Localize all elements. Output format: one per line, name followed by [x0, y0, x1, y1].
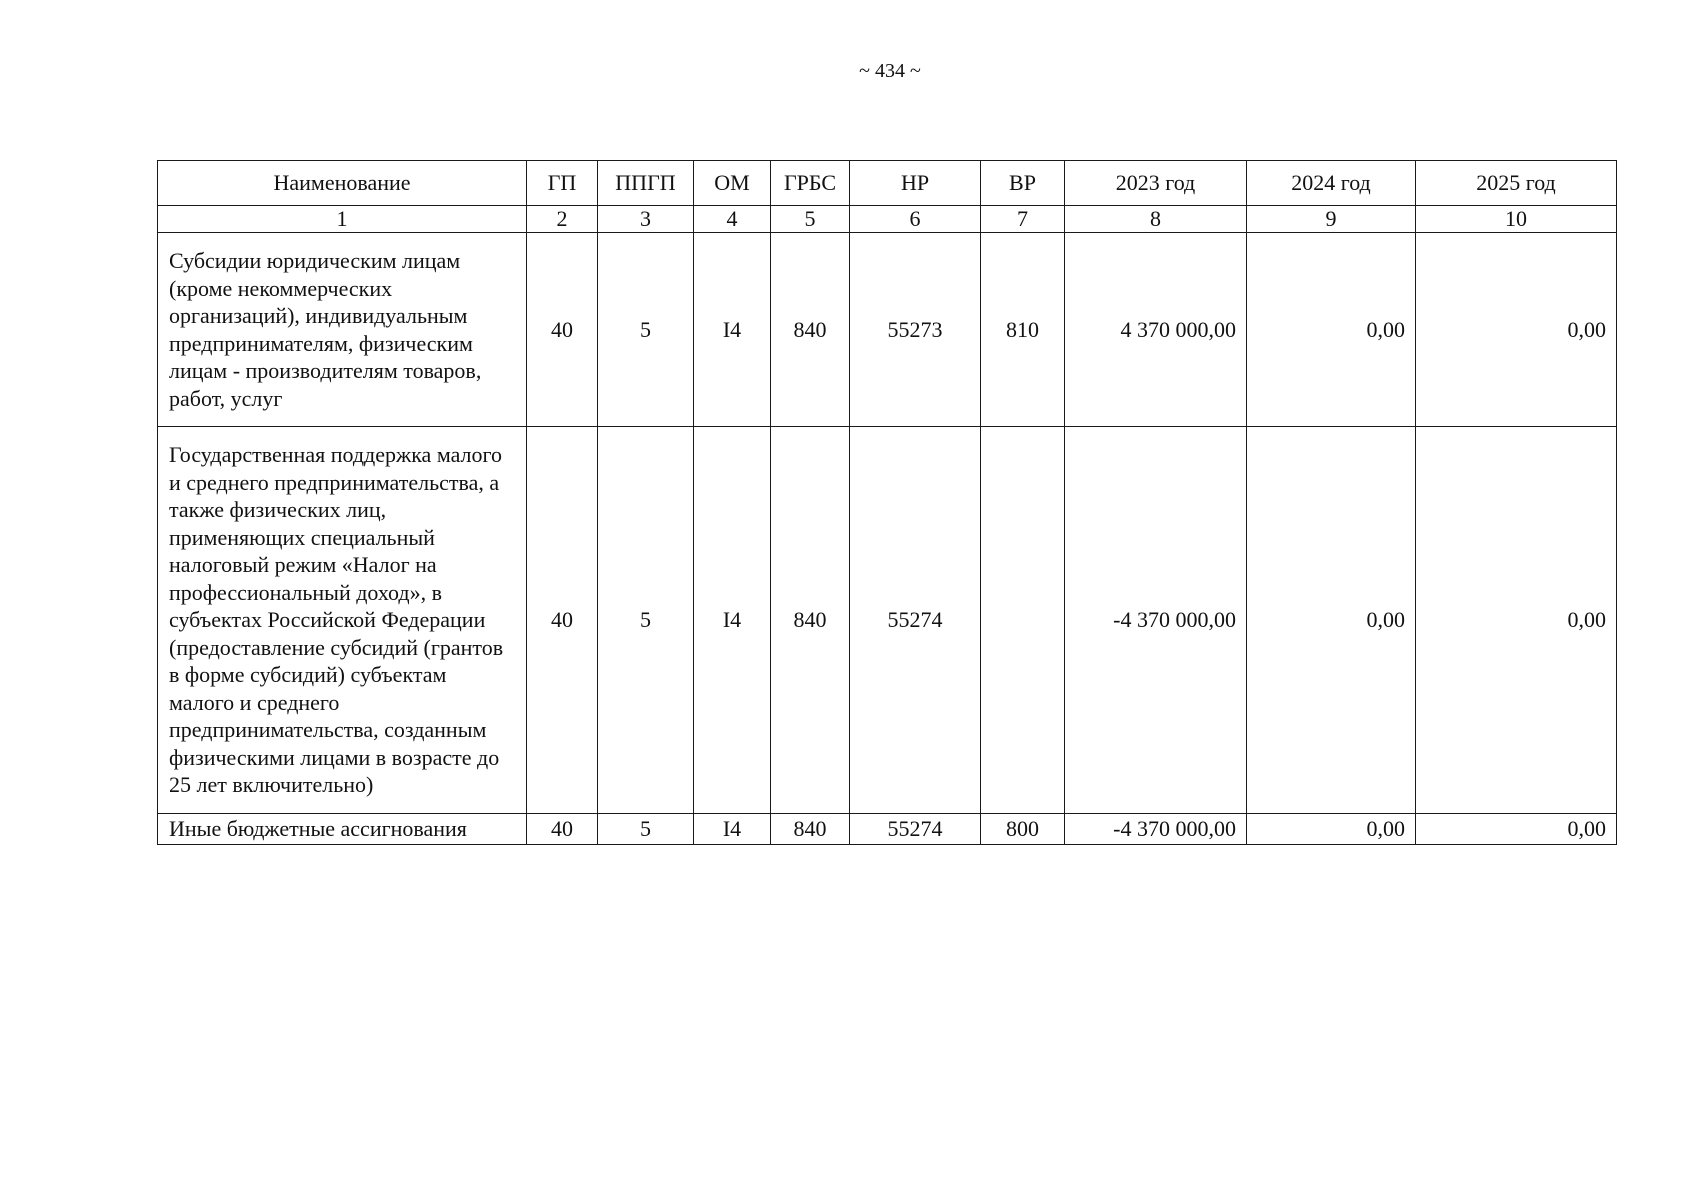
- column-number: 1: [158, 206, 527, 233]
- column-number: 10: [1416, 206, 1617, 233]
- table-row: [158, 427, 1617, 814]
- cell-nr: 55273: [850, 233, 981, 427]
- cell-om: I4: [694, 233, 771, 427]
- column-numbering-row: [158, 206, 1617, 233]
- column-number: 3: [598, 206, 694, 233]
- cell-2025: 0,00: [1416, 427, 1617, 814]
- table-row: [158, 233, 1617, 427]
- cell-grbs: 840: [771, 233, 850, 427]
- header-2025: 2025 год: [1416, 161, 1617, 206]
- cell-2023: 4 370 000,00: [1065, 233, 1247, 427]
- cell-2024: 0,00: [1247, 427, 1416, 814]
- column-number: 2: [527, 206, 598, 233]
- row-name: Иные бюджетные ассигнования: [158, 813, 527, 844]
- cell-grbs: 840: [771, 427, 850, 814]
- cell-gp: 40: [527, 233, 598, 427]
- header-gp: ГП: [527, 161, 598, 206]
- header-vr: ВР: [981, 161, 1065, 206]
- row-name: Субсидии юридическим лицам (кроме некоммерческих организаций), индивидуальным предпринимателям, физическим лицам - производителям товаров, работ, услуг: [158, 233, 527, 427]
- column-number: 5: [771, 206, 850, 233]
- cell-vr: [981, 427, 1065, 814]
- column-number: 4: [694, 206, 771, 233]
- cell-vr: 810: [981, 233, 1065, 427]
- cell-2025: 0,00: [1416, 813, 1617, 844]
- cell-ppgp: 5: [598, 427, 694, 814]
- cell-2023: -4 370 000,00: [1065, 427, 1247, 814]
- header-om: ОМ: [694, 161, 771, 206]
- cell-2024: 0,00: [1247, 233, 1416, 427]
- column-number: 6: [850, 206, 981, 233]
- header-grbs: ГРБС: [771, 161, 850, 206]
- header-row: [158, 161, 1617, 206]
- table-row: [158, 813, 1617, 844]
- cell-nr: 55274: [850, 813, 981, 844]
- cell-om: I4: [694, 427, 771, 814]
- column-number: 7: [981, 206, 1065, 233]
- cell-2024: 0,00: [1247, 813, 1416, 844]
- header-nr: НР: [850, 161, 981, 206]
- budget-table: [157, 160, 1617, 845]
- cell-grbs: 840: [771, 813, 850, 844]
- row-name: Государственная поддержка малого и среднего предпринимательства, а также физических лиц, применяющих специальный налоговый режим «Налог на профессиональный доход», в субъектах Российской Федерации (предоставление субсидий (грантов в форме субсидий) субъектам малого и среднего предпринимательства, созданным физическими лицами в возрасте до 25 лет включительно): [158, 427, 527, 814]
- cell-2023: -4 370 000,00: [1065, 813, 1247, 844]
- cell-vr: 800: [981, 813, 1065, 844]
- budget-table-container: [157, 160, 1616, 845]
- header-2023: 2023 год: [1065, 161, 1247, 206]
- cell-gp: 40: [527, 427, 598, 814]
- cell-gp: 40: [527, 813, 598, 844]
- header-2024: 2024 год: [1247, 161, 1416, 206]
- header-ppgp: ППГП: [598, 161, 694, 206]
- cell-ppgp: 5: [598, 813, 694, 844]
- page-number: ~ 434 ~: [859, 60, 921, 82]
- cell-ppgp: 5: [598, 233, 694, 427]
- cell-om: I4: [694, 813, 771, 844]
- header-name: Наименование: [158, 161, 527, 206]
- column-number: 8: [1065, 206, 1247, 233]
- cell-2025: 0,00: [1416, 233, 1617, 427]
- cell-nr: 55274: [850, 427, 981, 814]
- column-number: 9: [1247, 206, 1416, 233]
